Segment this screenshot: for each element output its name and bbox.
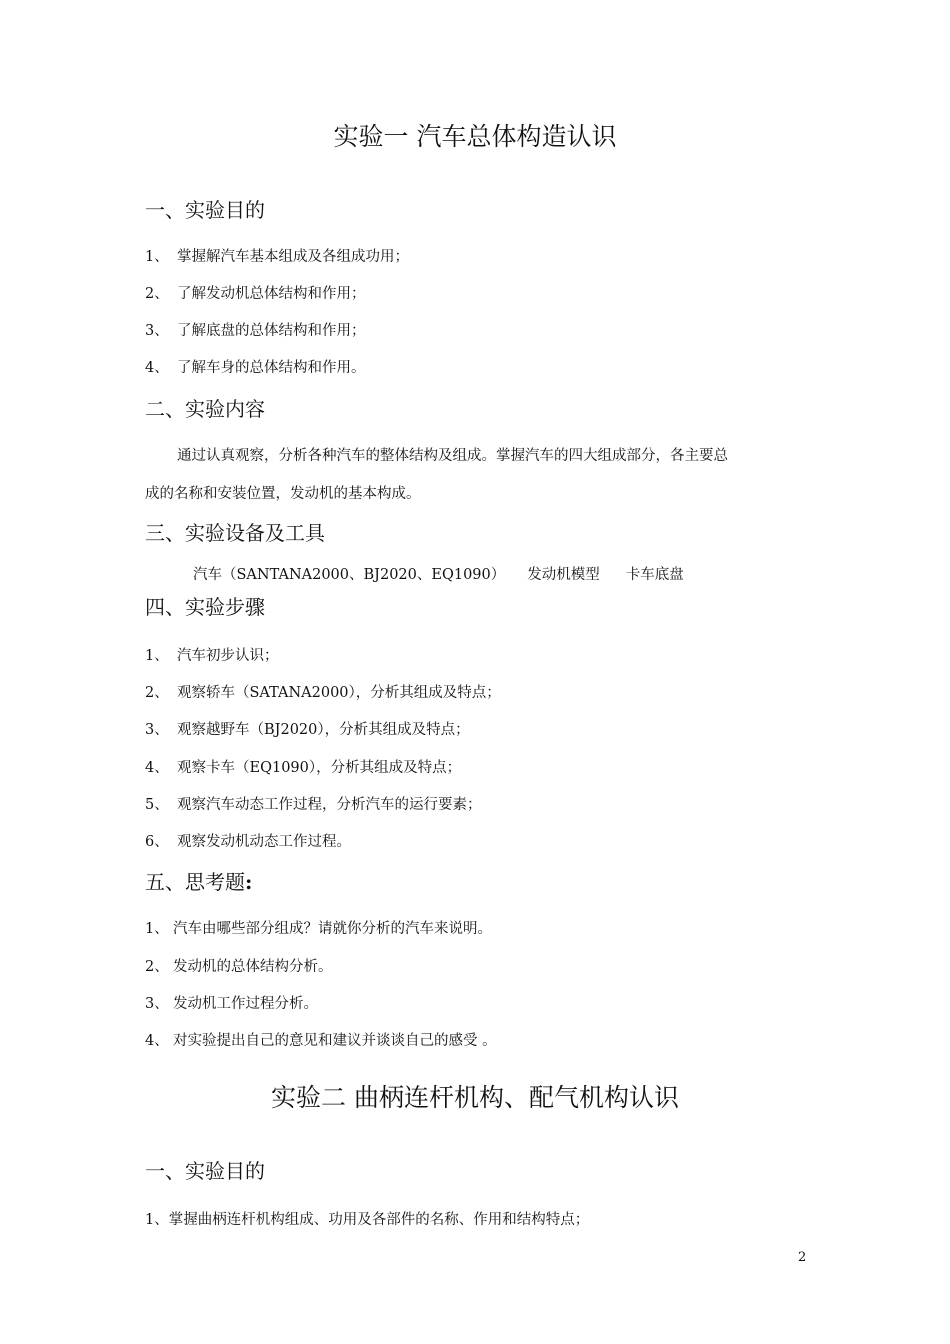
item-number: 4、 <box>145 360 169 376</box>
tool-car: 汽车（SANTANA2000、BJ2020、EQ1090） <box>193 567 506 583</box>
exp2-section1-heading: 一、实验目的 <box>145 1159 265 1183</box>
list-item <box>145 992 318 1013</box>
list-item <box>145 830 351 851</box>
tools-list <box>193 563 684 584</box>
list-item <box>145 681 501 702</box>
list-item <box>145 1208 589 1229</box>
item-text: 观察发动机动态工作过程。 <box>177 834 351 850</box>
list-item <box>145 282 366 303</box>
exp1-section4-heading: 四、实验步骤 <box>145 595 265 619</box>
item-number: 4、 <box>145 760 169 776</box>
list-item <box>145 955 333 976</box>
item-number: 1、 <box>145 648 169 664</box>
item-number: 2、 <box>145 685 169 701</box>
list-item <box>145 356 366 377</box>
item-text: 了解车身的总体结构和作用。 <box>177 360 366 376</box>
item-number: 2、 <box>145 286 169 302</box>
list-item <box>145 245 409 266</box>
item-number: 3、 <box>145 996 169 1012</box>
item-text: 对实验提出自己的意见和建议并谈谈自己的感受 。 <box>173 1033 497 1049</box>
exp1-title: 实验一 汽车总体构造认识 <box>333 122 617 151</box>
item-text: 观察卡车（EQ1090），分析其组成及特点； <box>177 760 462 776</box>
item-text: 观察轿车（SATANA2000），分析其组成及特点； <box>177 685 501 701</box>
item-number: 3、 <box>145 323 169 339</box>
exp1-section5-heading <box>145 866 252 895</box>
list-item <box>145 718 470 739</box>
item-number: 1、 <box>145 249 169 265</box>
heading-colon: : <box>245 870 253 894</box>
heading-text: 五、思考题 <box>145 870 245 894</box>
item-text: 掌握曲柄连杆机构组成、功用及各部件的名称、作用和结构特点； <box>168 1212 590 1228</box>
item-text: 了解底盘的总体结构和作用； <box>177 323 366 339</box>
list-item <box>145 917 492 938</box>
item-number: 1、 <box>145 921 169 937</box>
item-text: 掌握解汽车基本组成及各组成功用； <box>177 249 409 265</box>
item-text: 汽车初步认识； <box>177 648 279 664</box>
item-number: 4、 <box>145 1033 169 1049</box>
list-item <box>145 1029 497 1050</box>
item-number: 3、 <box>145 722 169 738</box>
item-number: 2、 <box>145 959 169 975</box>
exp1-section2-heading: 二、实验内容 <box>145 397 265 421</box>
list-item <box>145 793 482 814</box>
list-item <box>145 319 366 340</box>
item-text: 发动机的总体结构分析。 <box>173 959 333 975</box>
item-text: 发动机工作过程分析。 <box>173 996 318 1012</box>
tool-truck-chassis: 卡车底盘 <box>625 567 684 583</box>
page-number: 2 <box>798 1250 807 1265</box>
content-paragraph-line2: 成的名称和安装位置，发动机的基本构成。 <box>145 486 421 502</box>
list-item <box>145 756 461 777</box>
item-text: 观察汽车动态工作过程，分析汽车的运行要素； <box>177 797 482 813</box>
exp2-title: 实验二 曲柄连杆机构、配气机构认识 <box>271 1083 679 1112</box>
tool-engine-model: 发动机模型 <box>527 567 600 583</box>
item-number: 5、 <box>145 797 169 813</box>
item-text: 观察越野车（BJ2020），分析其组成及特点； <box>177 722 470 738</box>
exp1-section3-heading: 三、实验设备及工具 <box>145 521 325 545</box>
item-number: 1、 <box>145 1212 169 1228</box>
list-item <box>145 644 279 665</box>
item-number: 6、 <box>145 834 169 850</box>
exp1-section1-heading: 一、实验目的 <box>145 198 265 222</box>
item-text: 汽车由哪些部分组成？请就你分析的汽车来说明。 <box>173 921 492 937</box>
content-paragraph-line1: 通过认真观察，分析各种汽车的整体结构及组成。掌握汽车的四大组成部分，各主要总 <box>177 448 728 464</box>
item-text: 了解发动机总体结构和作用； <box>177 286 366 302</box>
